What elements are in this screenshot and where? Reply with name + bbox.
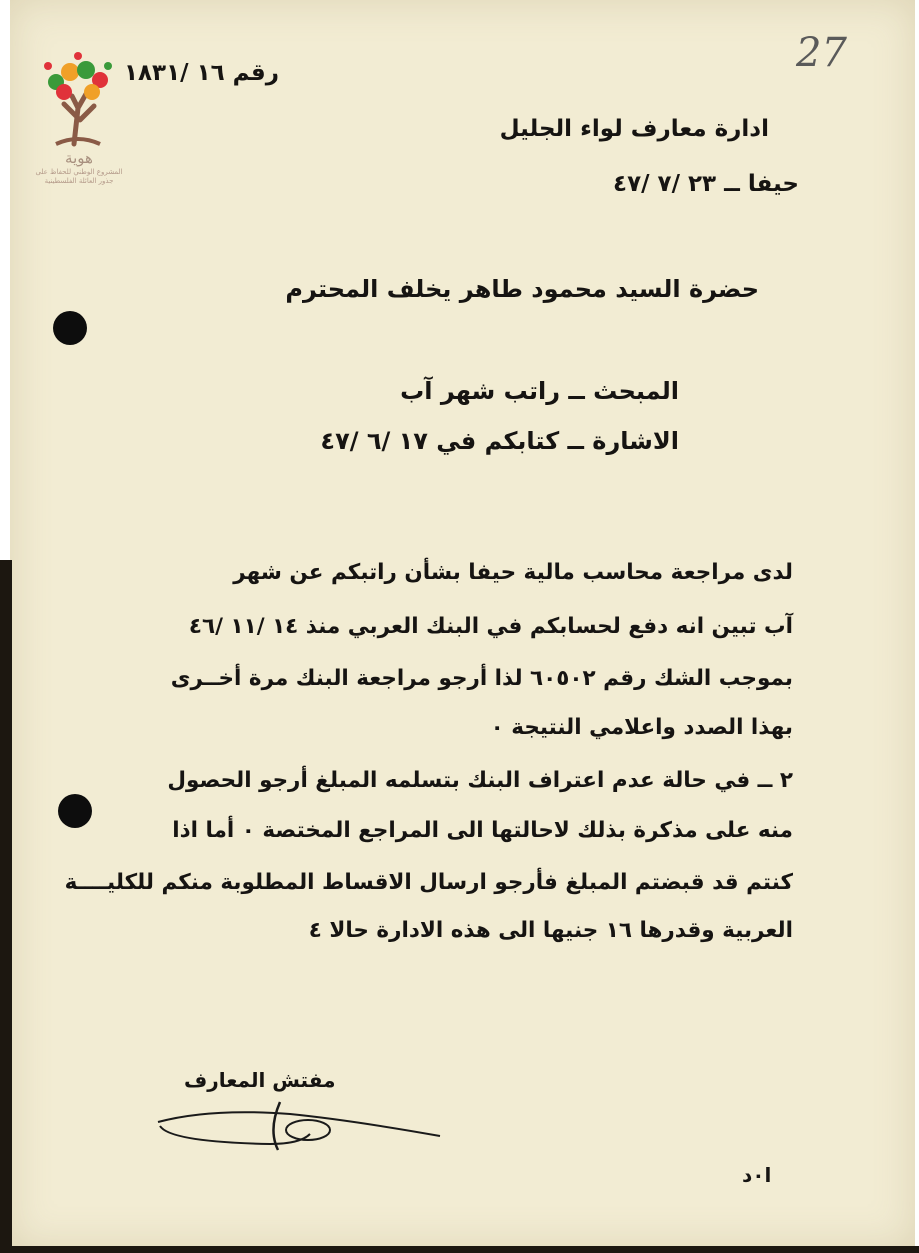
sender-line: ادارة معارف لواء الجليل xyxy=(499,116,769,142)
body-line: لدى مراجعة محاسب مالية حيفا بشأن راتبكم عن شهر xyxy=(233,560,793,585)
signer-title: مفتش المعارف xyxy=(184,1068,336,1092)
punch-hole-top xyxy=(53,311,87,345)
scan-edge-bottom xyxy=(0,1246,919,1253)
tree-logo-icon xyxy=(34,48,124,148)
body-line: منه على مذكرة بذلك لاحالتها الى المراجع المختصة ٠ أما اذا xyxy=(172,818,793,843)
body-line: كنتم قد قبضتم المبلغ فأرجو ارسال الاقساط المطلوبة منكم للكليــــة xyxy=(64,870,793,895)
logo-tagline: المشروع الوطني للحفاظ على جذور العائلة الفلسطينية xyxy=(35,168,123,185)
salutation: حضرة السيد محمود طاهر يخلف المحترم xyxy=(285,275,759,303)
body-line: بهذا الصدد واعلامي النتيجة ٠ xyxy=(490,715,793,740)
punch-hole-bottom xyxy=(58,794,92,828)
logo-caption xyxy=(34,148,124,186)
watermark-logo xyxy=(34,48,124,208)
scan-edge-left xyxy=(0,560,12,1253)
body-line: العربية وقدرها ١٦ جنيها الى هذه الادارة حالا ٤ xyxy=(308,918,793,943)
body-line: آب تبين انه دفع لحسابكم في البنك العربي منذ ١٤ /١١ /٤٦ xyxy=(188,614,793,639)
place-date: حيفا ــ ٢٣ /٧ /٤٧ xyxy=(613,171,799,197)
typist-initials: ا٠د xyxy=(742,1163,772,1187)
subject-line: المبحث ــ راتب شهر آب xyxy=(400,377,679,405)
body-line: ٢ ــ في حالة عدم اعتراف البنك بتسلمه المبلغ أرجو الحصول xyxy=(167,768,793,793)
reference-number: رقم ١٦ /١٨٣١ xyxy=(123,60,279,86)
handwritten-signature xyxy=(150,1100,450,1160)
reference-line: الاشارة ــ كتابكم في ١٧ /٦ /٤٧ xyxy=(320,427,679,455)
page-number: 27 xyxy=(796,30,847,76)
logo-brand: هوية xyxy=(65,149,93,167)
body-line: بموجب الشك رقم ٦٠٥٠٢ لذا أرجو مراجعة البنك مرة أخــرى xyxy=(170,666,793,691)
